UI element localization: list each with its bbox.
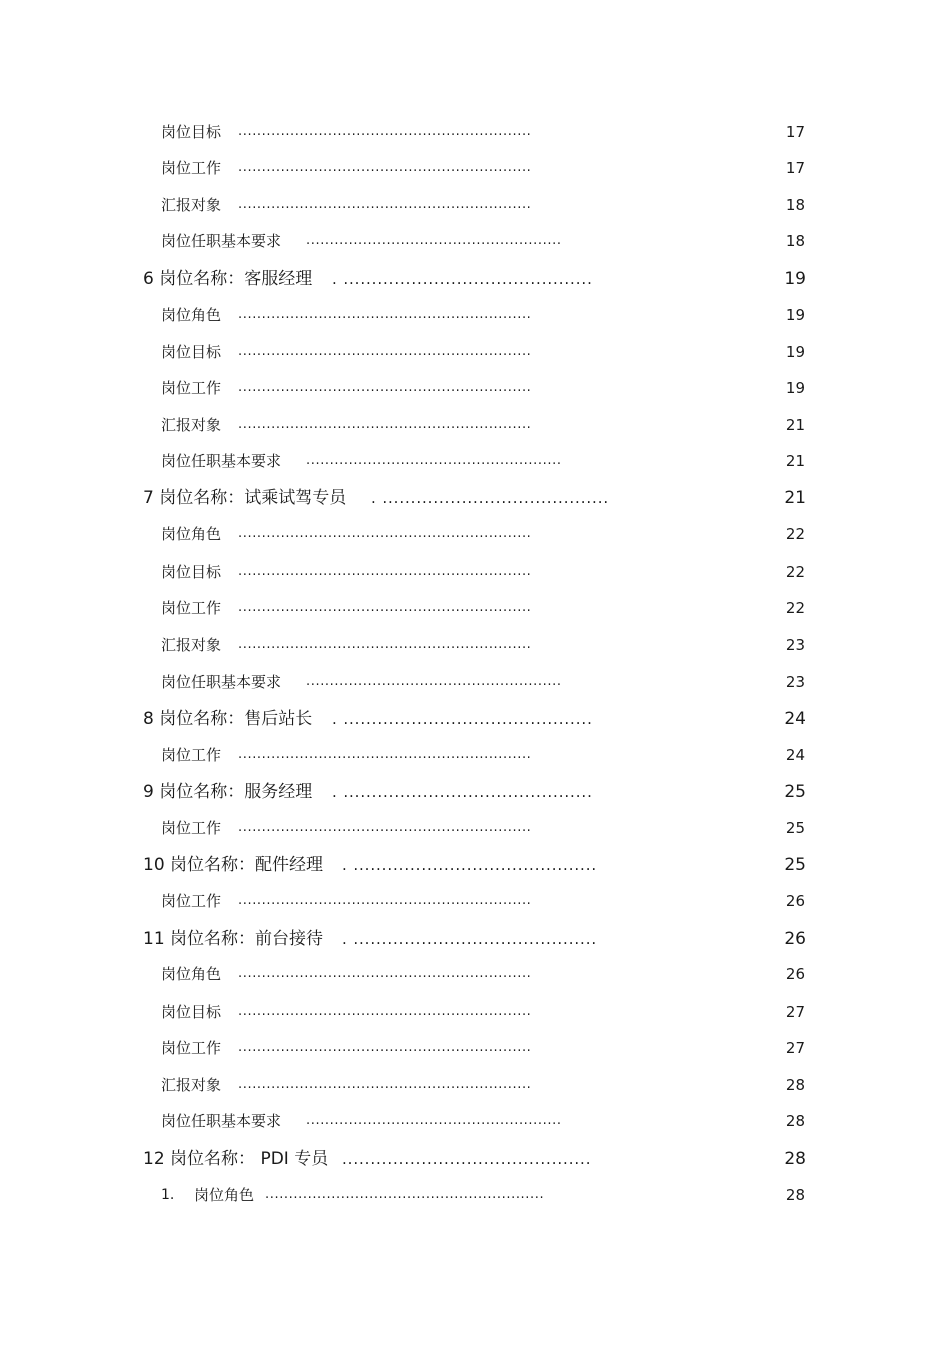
toc-heading-label: 6 岗位名称：客服经理 [143,269,313,289]
toc-section-heading[interactable] [0,927,950,951]
toc-entry-leader: .............................................................. [238,526,532,541]
toc-entry-leader: .............................................................. [238,124,532,139]
toc-entry-label: 岗位工作 [161,1039,222,1057]
toc-entry-leader: .............................................................. [238,600,532,615]
toc-entry[interactable] [0,816,950,840]
toc-heading-page: 28 [784,1149,806,1169]
toc-entry-leader: .............................................................. [238,637,532,652]
toc-entry-label: 岗位任职基本要求 [161,673,282,691]
toc-entry-label: 岗位工作 [161,599,222,617]
toc-heading-leader: . ............................................ [332,270,593,288]
toc-entry-page: 28 [785,1076,805,1094]
toc-entry-label: 岗位目标 [161,343,222,361]
toc-entry-leader: .............................................................. [238,380,532,395]
toc-entry-label: 岗位目标 [161,123,222,141]
toc-entry[interactable] [0,1183,950,1207]
toc-heading-leader: . ........................................ [371,489,610,507]
toc-entry-label: 汇报对象 [161,416,222,434]
toc-section-heading[interactable] [0,1147,950,1171]
toc-entry-page: 19 [785,306,805,324]
toc-section-heading[interactable] [0,267,950,291]
toc-entry-label: 岗位工作 [161,819,222,837]
toc-entry-page: 27 [785,1039,805,1057]
toc-entry-leader: .............................................................. [238,160,532,175]
toc-entry-label: 岗位工作 [161,159,222,177]
toc-heading-label: 11 岗位名称：前台接待 [143,929,324,949]
toc-entry-page: 21 [785,416,805,434]
toc-section-heading[interactable] [0,486,950,510]
toc-entry-label: 岗位任职基本要求 [161,232,282,250]
toc-heading-leader: . ............................................ [332,710,593,728]
toc-entry-label: 岗位角色 [161,965,222,983]
toc-entry-leader: .............................................................. [238,197,532,212]
toc-entry-leader: .............................................................. [238,564,532,579]
toc-entry[interactable] [0,962,950,986]
toc-entry[interactable] [0,340,950,364]
toc-entry-page: 17 [785,123,805,141]
toc-section-heading[interactable] [0,780,950,804]
toc-heading-leader: . ............................................ [332,783,593,801]
toc-entry-leader: .............................................................. [238,417,532,432]
toc-entry-leader: .............................................................. [238,820,532,835]
toc-entry[interactable] [0,1036,950,1060]
toc-heading-leader: . ........................................... [342,930,598,948]
toc-entry-page: 22 [785,525,805,543]
toc-entry-page: 28 [785,1112,805,1130]
toc-entry-page: 28 [785,1186,805,1204]
toc-entry-leader: ...................................................... [306,233,562,248]
toc-heading-page: 25 [784,782,806,802]
toc-entry[interactable] [0,229,950,253]
toc-entry[interactable] [0,670,950,694]
toc-entry[interactable] [0,596,950,620]
toc-entry[interactable] [0,1109,950,1133]
toc-entry-label: 岗位目标 [161,1003,222,1021]
toc-entry-page: 17 [785,159,805,177]
toc-entry-label: 汇报对象 [161,196,222,214]
toc-entry-page: 27 [785,1003,805,1021]
toc-entry[interactable] [0,449,950,473]
toc-heading-page: 21 [784,488,806,508]
toc-entry-page: 19 [785,343,805,361]
toc-entry-leader: ...................................................... [306,1113,562,1128]
toc-entry[interactable] [0,743,950,767]
toc-heading-page: 26 [784,929,806,949]
toc-entry-page: 22 [785,599,805,617]
toc-entry-leader: .............................................................. [238,1077,532,1092]
toc-entry-page: 26 [785,965,805,983]
toc-entry-page: 25 [785,819,805,837]
toc-entry-label: 汇报对象 [161,636,222,654]
toc-entry-leader: ...................................................... [306,453,562,468]
toc-heading-label: 8 岗位名称：售后站长 [143,709,313,729]
toc-heading-label: 9 岗位名称：服务经理 [143,782,313,802]
toc-heading-label: 10 岗位名称：配件经理 [143,855,324,875]
toc-entry[interactable] [0,1000,950,1024]
toc-heading-leader: . ........................................... [342,856,598,874]
toc-entry[interactable] [0,376,950,400]
toc-entry-leader: .............................................................. [238,893,532,908]
toc-entry-leader: .............................................................. [238,307,532,322]
toc-entry[interactable] [0,193,950,217]
toc-entry-page: 19 [785,379,805,397]
toc-entry-page: 26 [785,892,805,910]
toc-heading-page: 25 [784,855,806,875]
toc-entry-number: 1. [161,1187,175,1203]
toc-entry-leader: .............................................................. [238,966,532,981]
toc-entry-leader: .............................................................. [238,1040,532,1055]
toc-entry[interactable] [0,889,950,913]
toc-entry-label: 岗位角色 [194,1186,255,1204]
toc-entry-page: 22 [785,563,805,581]
toc-entry-page: 18 [785,232,805,250]
toc-entry-label: 岗位角色 [161,306,222,324]
toc-entry-label: 岗位角色 [161,525,222,543]
toc-entry-page: 23 [785,636,805,654]
toc-entry-label: 岗位工作 [161,379,222,397]
toc-entry[interactable] [0,633,950,657]
toc-entry[interactable] [0,156,950,180]
toc-entry-leader: .............................................................. [238,747,532,762]
toc-entry-label: 汇报对象 [161,1076,222,1094]
toc-entry-page: 24 [785,746,805,764]
toc-entry-page: 18 [785,196,805,214]
toc-entry[interactable] [0,1073,950,1097]
toc-entry-page: 21 [785,452,805,470]
toc-entry-label: 岗位任职基本要求 [161,452,282,470]
toc-entry-label: 岗位工作 [161,746,222,764]
toc-entry[interactable] [0,560,950,584]
toc-entry-label: 岗位目标 [161,563,222,581]
toc-entry-page: 23 [785,673,805,691]
toc-entry[interactable] [0,413,950,437]
toc-section-heading[interactable] [0,853,950,877]
toc-entry[interactable] [0,522,950,546]
toc-entry-label: 岗位工作 [161,892,222,910]
toc-entry-leader: .............................................................. [238,1004,532,1019]
toc-heading-label: 12 岗位名称： PDI 专员 [143,1149,329,1169]
toc-heading-page: 19 [784,269,806,289]
toc-entry[interactable] [0,303,950,327]
toc-entry-leader: ...................................................... [306,674,562,689]
toc-entry-label: 岗位任职基本要求 [161,1112,282,1130]
toc-section-heading[interactable] [0,707,950,731]
toc-heading-leader: ............................................ [342,1150,592,1168]
toc-entry[interactable] [0,120,950,144]
toc-entry-leader: .............................................................. [238,344,532,359]
toc-heading-page: 24 [784,709,806,729]
toc-heading-label: 7 岗位名称：试乘试驾专员 [143,488,347,508]
toc-entry-leader: ........................................................... [265,1187,545,1202]
